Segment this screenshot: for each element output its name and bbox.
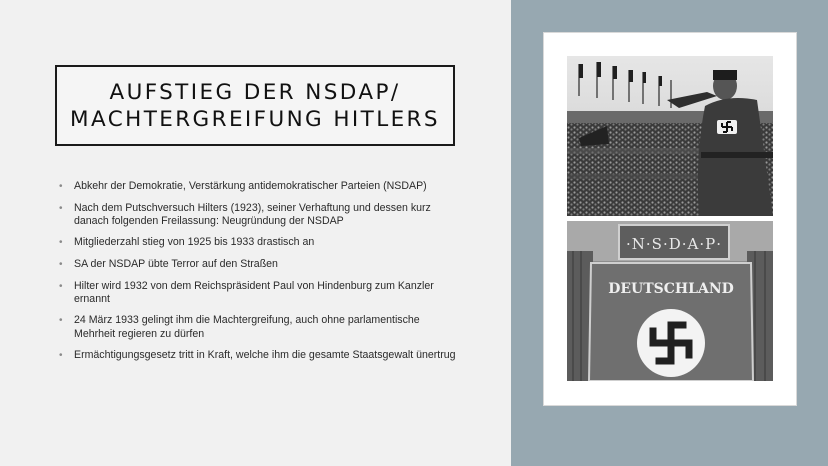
bullet-item — [58, 236, 458, 249]
bullet-icon: • — [59, 350, 63, 362]
bullet-icon: • — [59, 315, 63, 327]
bullet-icon: • — [59, 280, 63, 292]
bullet-item — [58, 280, 458, 306]
title-box — [55, 65, 455, 146]
banner-photo-image — [567, 221, 773, 381]
bullet-text: Abkehr der Demokratie, Verstärkung antidemokratischer Parteien (NSDAP) — [74, 180, 427, 192]
bullet-text: SA der NSDAP übte Terror auf den Straßen — [74, 257, 278, 270]
bullet-list — [58, 180, 458, 371]
title-line-1: AUFSTIEG DER NSDAP/ — [109, 79, 401, 105]
bullet-icon: • — [59, 237, 63, 249]
bullet-item — [58, 349, 458, 362]
bullet-text: Nach dem Putschversuch Hilters (1923), seiner Verhaftung und dessen kurz danach folgenden Freilassung: Neugründung der NSDAP — [74, 201, 431, 227]
rally-photo-image — [567, 56, 773, 216]
bullet-item — [58, 314, 458, 340]
bullet-icon: • — [59, 181, 63, 192]
rally-photo — [567, 56, 773, 216]
bullet-icon: • — [59, 258, 63, 270]
bullet-icon: • — [59, 202, 63, 214]
bullet-item — [58, 180, 458, 193]
banner-text: DEUTSCHLAND — [608, 281, 734, 297]
title-line-2: MACHTERGREIFUNG HITLERS — [70, 106, 440, 132]
nsdap-sign-text: ·N·S·D·A·P· — [626, 235, 722, 253]
bullet-text: Ermächtigungsgesetz tritt in Kraft, welche ihm die gesamte Staatsgewalt ünertrug — [74, 349, 456, 362]
bullet-text: 24 März 1933 gelingt ihm die Machtergreifung, auch ohne parlamentische Mehrheit regieren zu dürfen — [74, 314, 420, 340]
bullet-text: Mitgliederzahl stieg von 1925 bis 1933 drastisch an — [74, 236, 315, 249]
bullet-item — [58, 202, 458, 228]
bullet-item — [58, 258, 458, 271]
bullet-text: Hilter wird 1932 von dem Reichspräsident Paul von Hindenburg zum Kanzler ernannt — [74, 279, 434, 305]
banner-photo — [567, 221, 773, 381]
